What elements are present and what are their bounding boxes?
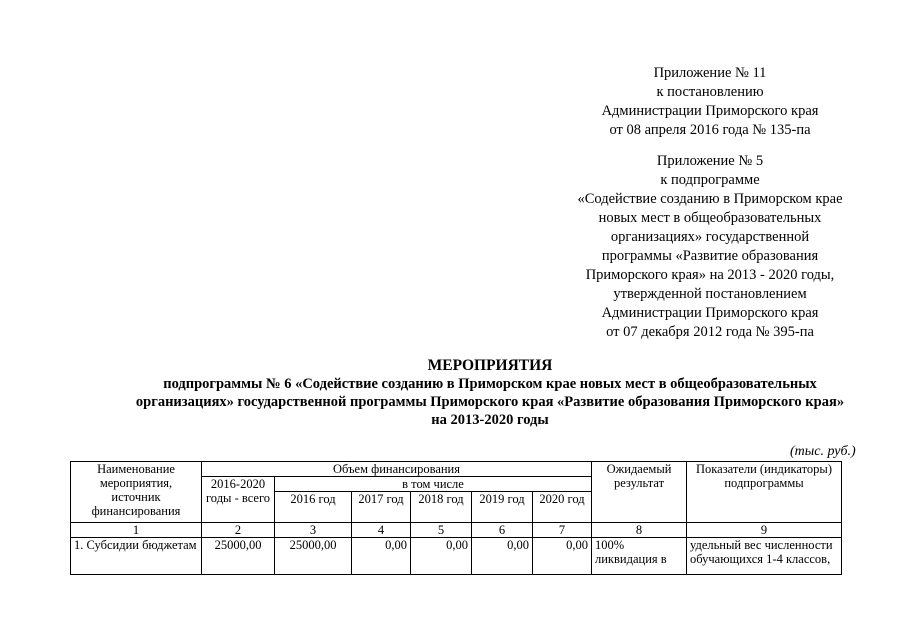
row-total: 25000,00	[202, 538, 275, 575]
table-row	[71, 538, 842, 575]
header-including: в том числе	[275, 477, 592, 492]
annex-5-line: от 07 декабря 2012 года № 395-па	[606, 324, 814, 340]
header-name: Наименование мероприятия, источник финансирования	[71, 462, 202, 523]
table-header-row	[71, 462, 842, 477]
column-number: 6	[472, 523, 533, 538]
document-heading	[100, 357, 880, 429]
table-number-row	[71, 523, 842, 538]
annex-11-header	[560, 64, 860, 140]
column-number: 7	[533, 523, 592, 538]
header-indicators: Показатели (индикаторы) подпрограммы	[687, 462, 842, 523]
row-name: 1. Субсидии бюджетам	[71, 538, 202, 575]
header-2020: 2020 год	[533, 492, 592, 523]
column-number: 8	[592, 523, 687, 538]
column-number: 3	[275, 523, 352, 538]
annex-5-line: утвержденной постановлением	[613, 286, 807, 302]
document-title: МЕРОПРИЯТИЯ	[427, 357, 553, 374]
annex-11-line: к постановлению	[656, 84, 764, 100]
header-total: 2016-2020 годы - всего	[202, 477, 275, 523]
row-2020: 0,00	[533, 538, 592, 575]
annex-5-line: Администрации Приморского края	[601, 305, 819, 321]
column-number: 1	[71, 523, 202, 538]
row-result: 100% ликвидация в	[592, 538, 687, 575]
annex-5-line: к подпрограмме	[660, 172, 760, 188]
row-2016: 25000,00	[275, 538, 352, 575]
column-number: 2	[202, 523, 275, 538]
annex-5-header	[560, 152, 860, 342]
header-2016: 2016 год	[275, 492, 352, 523]
header-result: Ожидаемый результат	[592, 462, 687, 523]
header-2017: 2017 год	[352, 492, 411, 523]
document-subtitle-line: на 2013-2020 годы	[431, 412, 549, 428]
annex-11-line: Администрации Приморского края	[601, 103, 819, 119]
annex-5-line: организациях» государственной	[610, 229, 810, 245]
annex-5-line: Приложение № 5	[656, 153, 764, 169]
annex-5-line: новых мест в общеобразовательных	[598, 210, 822, 226]
annex-5-line: «Содействие созданию в Приморском крае	[577, 191, 843, 207]
column-number: 4	[352, 523, 411, 538]
row-2018: 0,00	[411, 538, 472, 575]
column-number: 9	[687, 523, 842, 538]
header-2018: 2018 год	[411, 492, 472, 523]
row-2019: 0,00	[472, 538, 533, 575]
header-2019: 2019 год	[472, 492, 533, 523]
annex-11-line: Приложение № 11	[653, 65, 767, 81]
header-volume: Объем финансирования	[202, 462, 592, 477]
column-number: 5	[411, 523, 472, 538]
row-indicator: удельный вес численности обучающихся 1-4 классов,	[687, 538, 842, 575]
annex-5-line: Приморского края» на 2013 - 2020 годы,	[585, 267, 835, 283]
document-subtitle-line: подпрограммы № 6 «Содействие созданию в Приморском крае новых мест в общеобразовательных	[163, 376, 817, 392]
activities-table	[70, 461, 842, 575]
row-2017: 0,00	[352, 538, 411, 575]
annex-11-line: от 08 апреля 2016 года № 135-па	[609, 122, 811, 138]
annex-5-line: программы «Развитие образования	[601, 248, 819, 264]
units-label: (тыс. руб.)	[790, 444, 856, 459]
document-subtitle-line: организациях» государственной программы Приморского края «Развитие образования Приморского края»	[135, 394, 845, 410]
